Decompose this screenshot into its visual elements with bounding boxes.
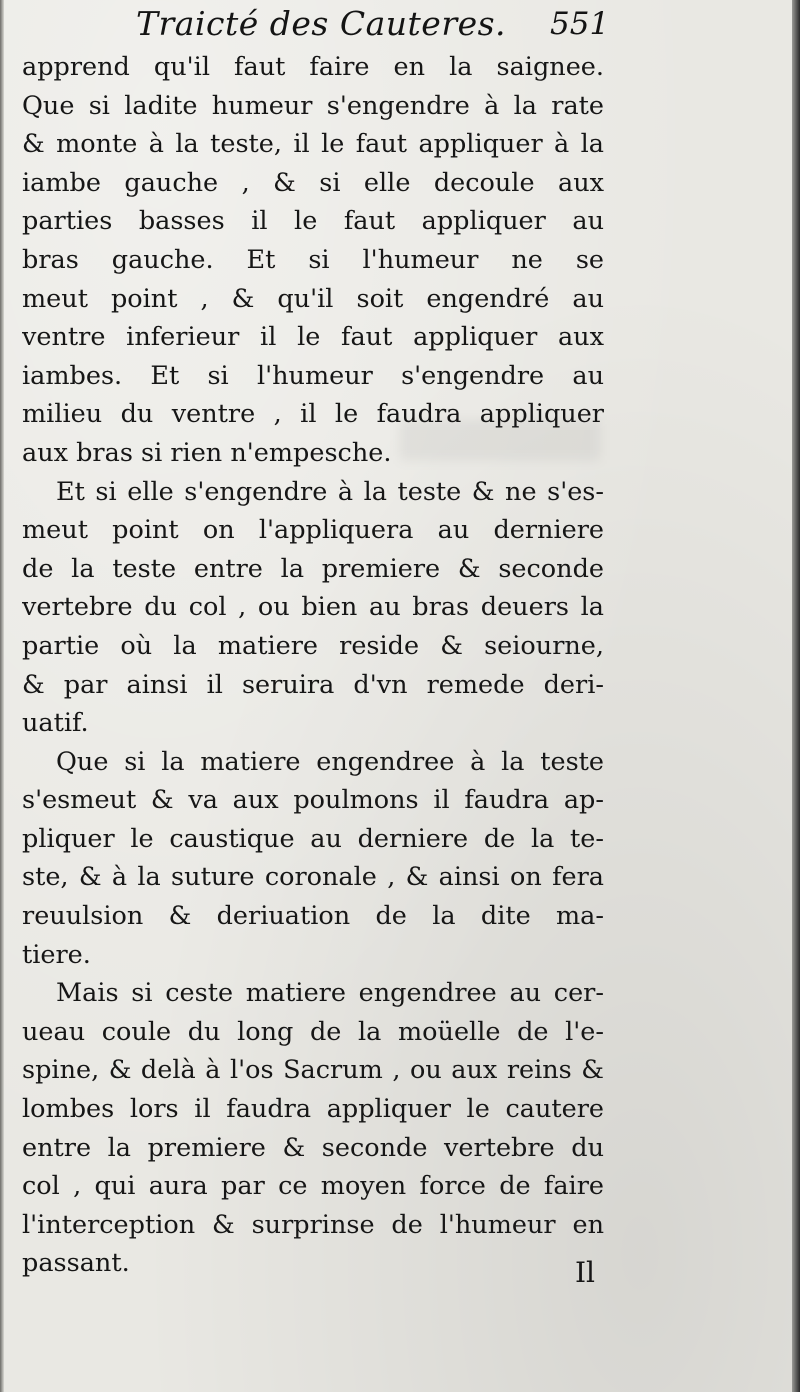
text-line: iambe gauche , & si elle decoule aux: [22, 167, 604, 198]
body-text: [22, 48, 604, 1283]
text-line: Mais si ceste matiere engendree au cer-: [56, 978, 604, 1009]
text-line: iambes. Et si l'humeur s'engendre au: [22, 360, 604, 391]
text-line: spine, & delà à l'os Sacrum , ou aux reins &: [22, 1055, 604, 1086]
text-line: entre la premiere & seconde vertebre du: [22, 1132, 604, 1163]
text-line: l'interception & surprinse de l'humeur en: [22, 1209, 604, 1240]
text-line: col , qui aura par ce moyen force de faire: [22, 1171, 604, 1202]
text-line: ste, & à la suture coronale , & ainsi on fera: [22, 862, 604, 893]
text-line: uatif.: [22, 708, 89, 739]
page-header: [24, 2, 724, 48]
text-line: passant.: [22, 1248, 130, 1279]
page-gutter-shadow: [0, 0, 4, 1392]
text-line: partie où la matiere reside & seiourne,: [22, 630, 604, 661]
text-line: milieu du ventre , il le faudra appliquer: [22, 399, 604, 430]
text-line: & monte à la teste, il le faut appliquer à la: [22, 129, 604, 160]
text-line: bras gauche. Et si l'humeur ne se: [22, 244, 604, 275]
text-line: ueau coule du long de la moüelle de l'e-: [22, 1016, 604, 1047]
text-line: Que si ladite humeur s'engendre à la rate: [22, 90, 604, 121]
text-line: Et si elle s'engendre à la teste & ne s'es-: [56, 476, 604, 507]
text-line: tiere.: [22, 939, 91, 970]
text-line: aux bras si rien n'empesche.: [22, 437, 392, 468]
paragraph-1: [22, 48, 604, 473]
text-line: meut point , & qu'il soit engendré au: [22, 283, 604, 314]
text-line: parties basses il le faut appliquer au: [22, 206, 604, 237]
text-line: reuulsion & deriuation de la dite ma-: [22, 901, 604, 932]
running-title: Traicté des Cauteres.: [136, 4, 507, 43]
page-edge-shadow: [792, 0, 800, 1392]
catchword: Il: [575, 1256, 596, 1289]
page-number: 551: [550, 6, 610, 42]
text-line: Que si la matiere engendree à la teste: [56, 746, 604, 777]
text-line: de la teste entre la premiere & seconde: [22, 553, 604, 584]
text-line: ventre inferieur il le faut appliquer aux: [22, 322, 604, 353]
text-line: meut point on l'appliquera au derniere: [22, 515, 604, 546]
text-line: pliquer le caustique au derniere de la te-: [22, 823, 604, 854]
text-line: vertebre du col , ou bien au bras deuers la: [22, 592, 604, 623]
paragraph-4: [22, 974, 604, 1283]
paragraph-2: [22, 473, 604, 743]
text-line: lombes lors il faudra appliquer le cautere: [22, 1094, 604, 1125]
text-line: s'esmeut & va aux poulmons il faudra ap-: [22, 785, 604, 816]
text-line: & par ainsi il seruira d'vn remede deri-: [22, 669, 604, 700]
paragraph-3: [22, 743, 604, 975]
text-line: apprend qu'il faut faire en la saignee.: [22, 52, 604, 82]
